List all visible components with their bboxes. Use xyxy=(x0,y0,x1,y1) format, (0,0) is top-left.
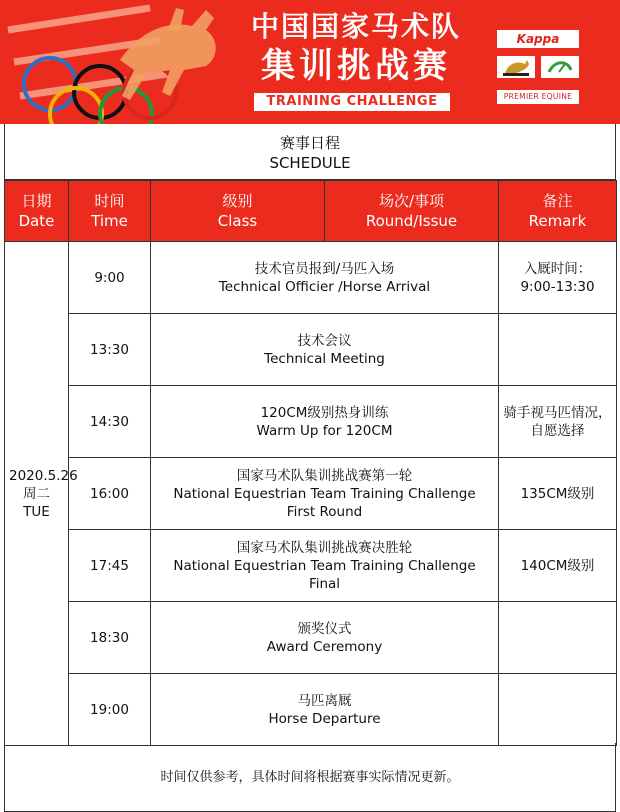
horse-jump-icon xyxy=(110,0,250,124)
time-cell: 13:30 xyxy=(69,314,151,386)
remark-cell: 135CM级别 xyxy=(499,458,617,530)
event-cell: 国家马术队集训挑战赛第一轮 National Equestrian Team Training Challenge First Round xyxy=(151,458,499,530)
event-cell: 马匹离厩 Horse Departure xyxy=(151,674,499,746)
equestrian-logo-icon xyxy=(497,56,535,78)
column-header-date: 日期 Date xyxy=(5,181,69,242)
event-cell: 120CM级别热身训练 Warm Up for 120CM xyxy=(151,386,499,458)
date-cell: 2020.5.26 周二 TUE xyxy=(5,242,69,746)
time-cell: 14:30 xyxy=(69,386,151,458)
remark-cell xyxy=(499,314,617,386)
event-cell: 技术会议 Technical Meeting xyxy=(151,314,499,386)
green-logo-icon xyxy=(541,56,579,78)
event-cell: 技术官员报到/马匹入场 Technical Officier /Horse Arrival xyxy=(151,242,499,314)
schedule-title-zh: 赛事日程 xyxy=(279,134,340,152)
premier-equine-logo: PREMIER EQUINE xyxy=(497,90,579,104)
column-header-class: 级别 Class xyxy=(151,181,325,242)
table-header-row xyxy=(5,181,617,242)
column-header-remark: 备注 Remark xyxy=(499,181,617,242)
schedule-title-en: SCHEDULE xyxy=(269,154,351,172)
banner-title-en: TRAINING CHALLENGE xyxy=(254,93,450,111)
column-header-time: 时间 Time xyxy=(69,181,151,242)
remark-cell: 140CM级别 xyxy=(499,530,617,602)
time-cell: 16:00 xyxy=(69,458,151,530)
event-cell: 颁奖仪式 Award Ceremony xyxy=(151,602,499,674)
table-row xyxy=(5,602,617,674)
remark-cell xyxy=(499,674,617,746)
table-row xyxy=(5,674,617,746)
remark-cell xyxy=(499,602,617,674)
table-row xyxy=(5,314,617,386)
footer-note: 时间仅供参考，具体时间将根据赛事实际情况更新。 xyxy=(4,743,616,812)
column-header-round: 场次/事项 Round/Issue xyxy=(325,181,499,242)
remark-cell: 入厩时间： 9:00-13:30 xyxy=(499,242,617,314)
time-cell: 18:30 xyxy=(69,602,151,674)
remark-cell: 骑手视马匹情况， 自愿选择 xyxy=(499,386,617,458)
event-cell: 国家马术队集训挑战赛决胜轮 National Equestrian Team Training Challenge Final xyxy=(151,530,499,602)
table-row xyxy=(5,530,617,602)
banner-title-line2: 集训挑战赛 xyxy=(261,46,451,86)
time-cell: 17:45 xyxy=(69,530,151,602)
table-row xyxy=(5,458,617,530)
time-cell: 19:00 xyxy=(69,674,151,746)
event-banner xyxy=(0,0,620,124)
schedule-title xyxy=(4,124,616,180)
table-row xyxy=(5,242,617,314)
kappa-logo: Kappa xyxy=(497,30,579,48)
banner-title-line1: 中国国家马术队 xyxy=(250,10,461,43)
table-row xyxy=(5,386,617,458)
schedule-table xyxy=(4,180,617,746)
time-cell: 9:00 xyxy=(69,242,151,314)
